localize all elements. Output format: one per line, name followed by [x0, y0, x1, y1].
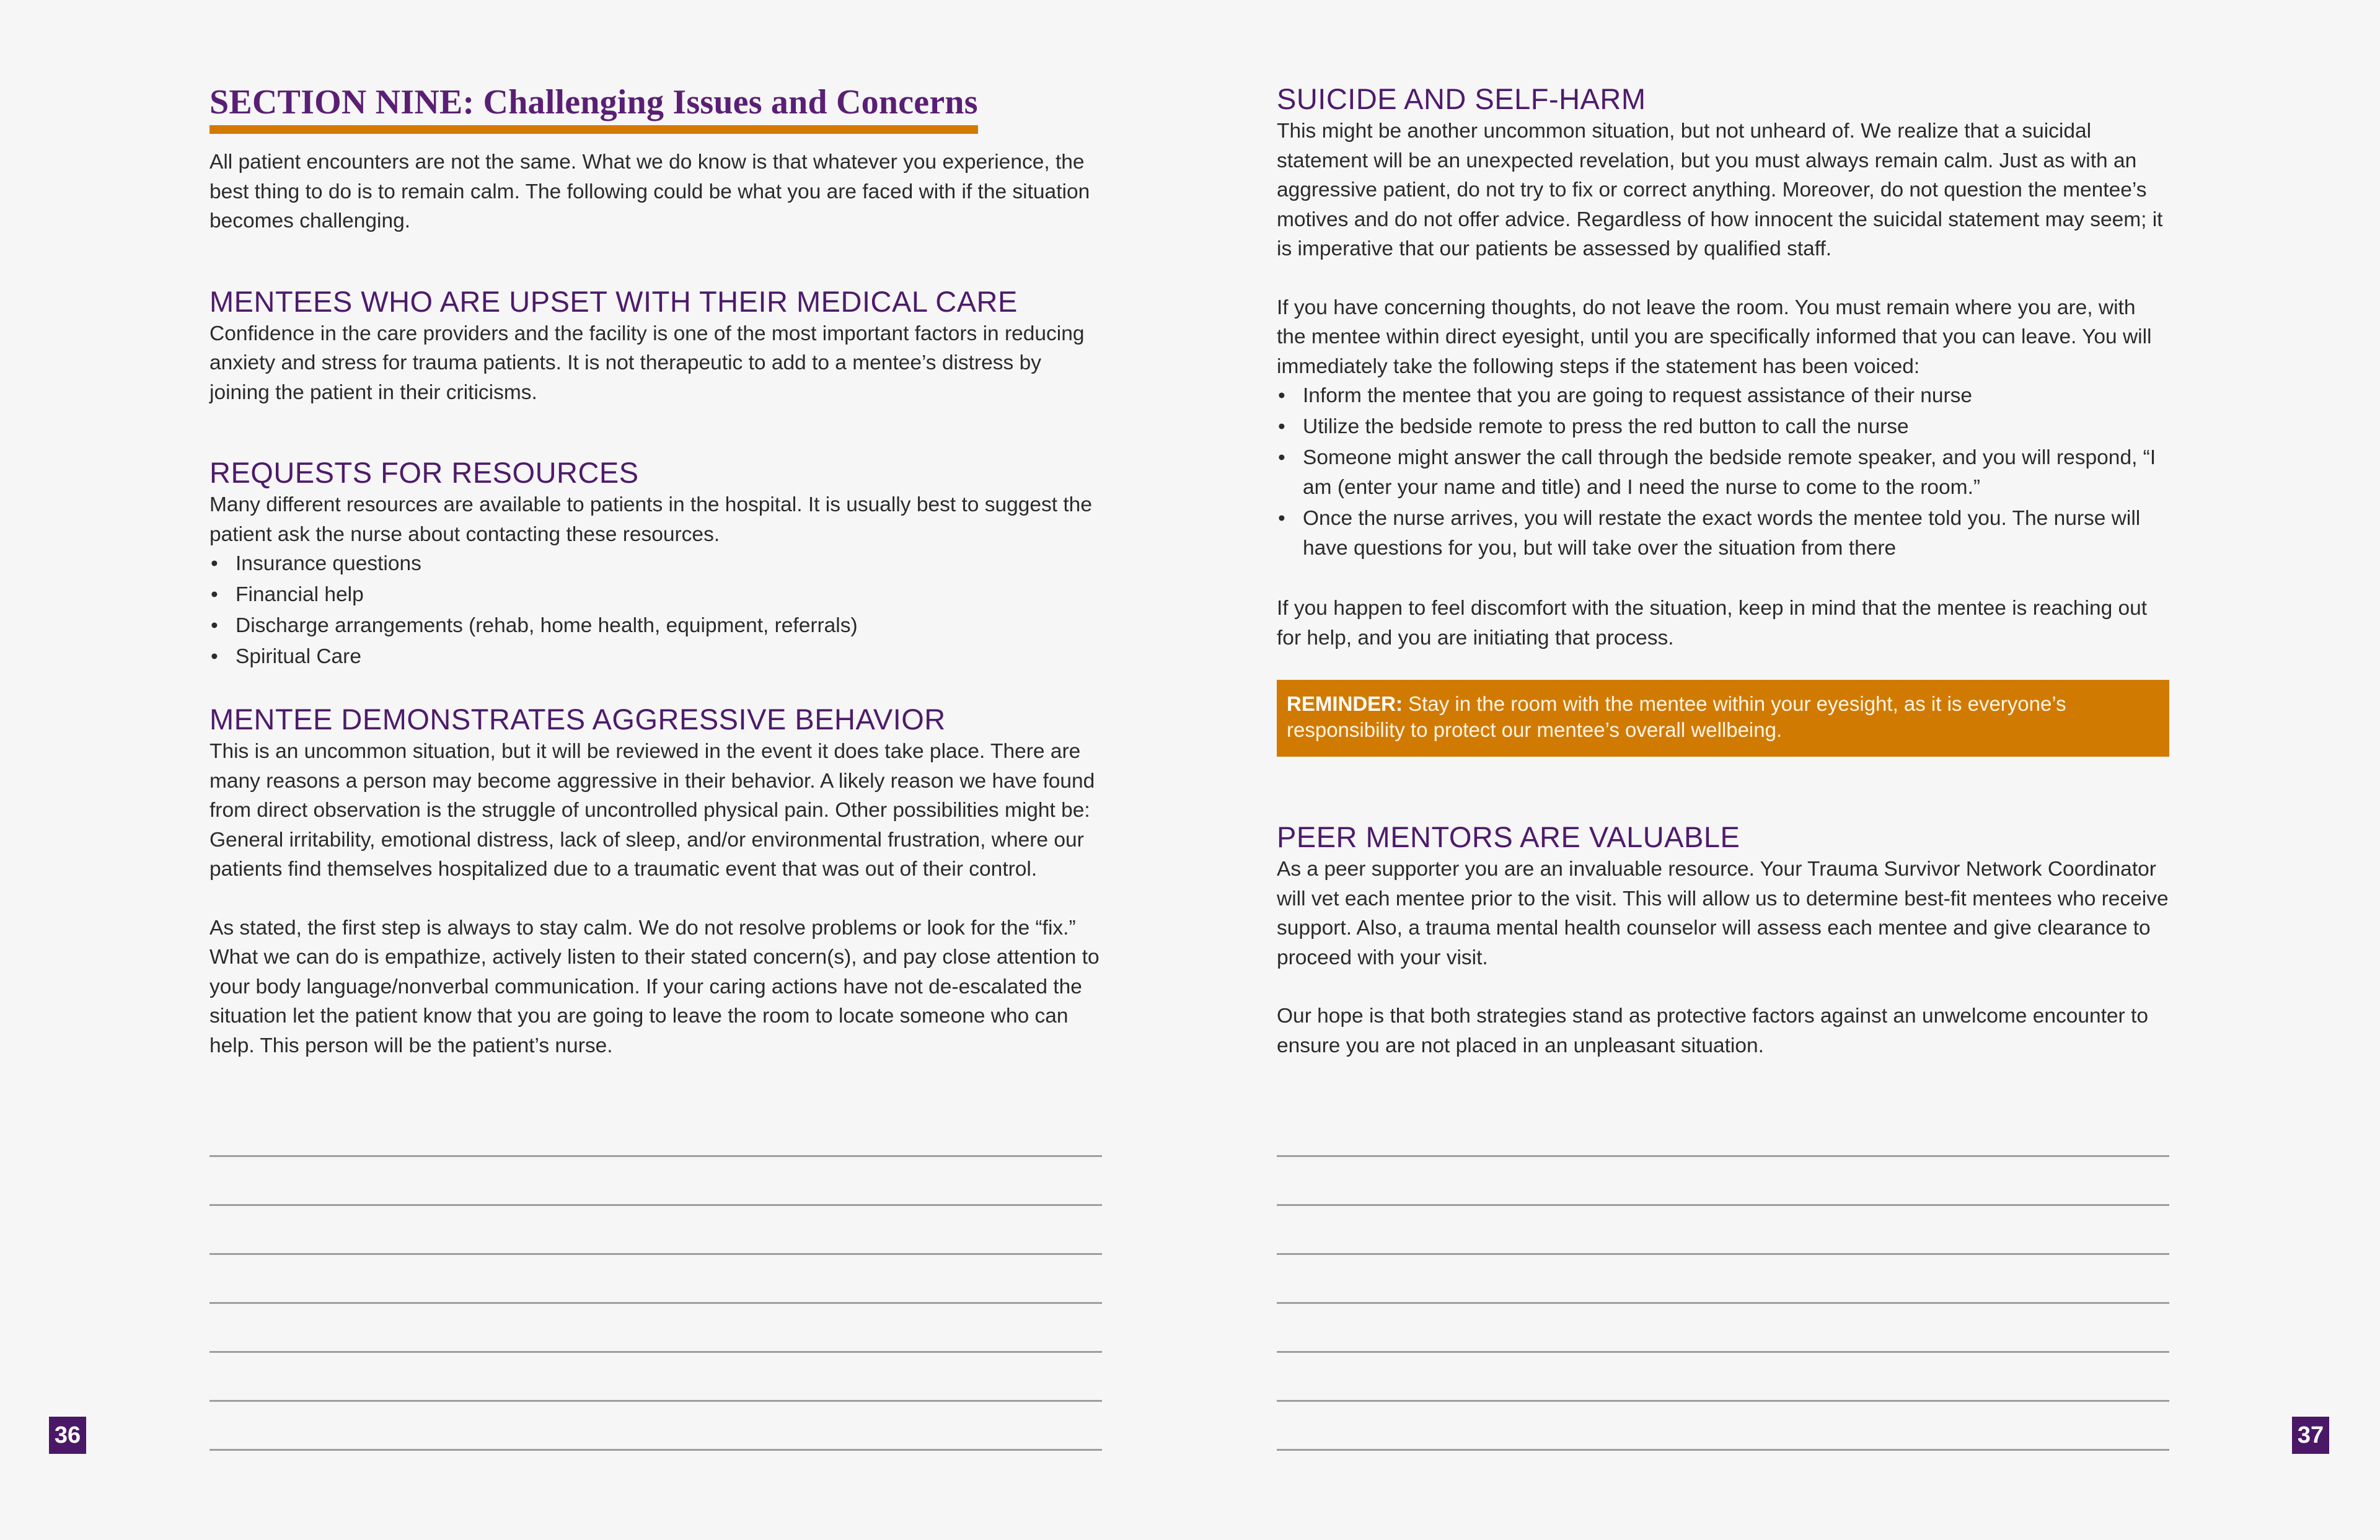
left-column [209, 82, 1102, 1060]
note-line [1277, 1304, 2169, 1353]
reminder-callout [1277, 680, 2169, 757]
resources-paragraph: Many different resources are available to patients in the hospital. It is usually best to suggest the patient ask the nurse about contacting these resources. [209, 493, 1092, 546]
bullet-icon: • [211, 583, 218, 606]
list-item: • Spiritual Care [209, 642, 1102, 672]
suicide-steps-list [1277, 381, 2169, 563]
note-line [1277, 1402, 2169, 1451]
note-line [1277, 1206, 2169, 1255]
note-line [1277, 1108, 2169, 1157]
note-line [209, 1402, 1102, 1451]
bullet-icon: • [211, 645, 218, 668]
bullet-icon: • [211, 614, 218, 637]
notes-lines [209, 1108, 1102, 1451]
bullet-icon: • [1278, 446, 1285, 469]
aggressive-paragraph-2: As stated, the first step is always to stay calm. We do not resolve problems or look for the “fix.” What we can do is empathize, actively listen to their stated concern(s), and pay close attention to your body language/nonverbal communication. If your caring actions have not de-escalated the situation let the patient know that you are going to leave the room to locate someone who can help. This person will be the patient’s nurse. [209, 916, 1100, 1057]
note-line [209, 1353, 1102, 1402]
bullet-icon: • [1278, 507, 1285, 530]
reminder-text: Stay in the room with the mentee within your eyesight, as it is everyone’s responsibility to protect our mentee’s overall wellbeing. [1287, 692, 2066, 741]
note-line [209, 1304, 1102, 1353]
resources-heading: REQUESTS FOR RESOURCES [209, 456, 639, 489]
aggressive-paragraph-1: This is an uncommon situation, but it will be reviewed in the event it does take place. There are many reasons a person may become aggressive in their behavior. A likely reason we have found from direct observation is the struggle of uncontrolled physical pain. Other possibilities might be: General irritability, emotional distress, lack of sleep, and/or environmental frustration, where our patients find themselves hospitalized due to a traumatic event that was out of their control. [209, 740, 1095, 881]
page-number: 37 [2292, 1417, 2329, 1454]
suicide-heading: SUICIDE AND SELF-HARM [1277, 82, 1646, 115]
notes-lines [1277, 1108, 2169, 1451]
upset-care-heading: MENTEES WHO ARE UPSET WITH THEIR MEDICAL CARE [209, 284, 1018, 318]
list-item: • Someone might answer the call through the bedside remote speaker, and you will respond, “I am (enter your name and title) and I need the nurse to come to the room.” [1277, 443, 2169, 503]
peer-paragraph-1: As a peer supporter you are an invaluable resource. Your Trauma Survivor Network Coordinator will vet each mentee prior to the visit. This will allow us to determine best-fit mentees who receive support. Also, a trauma mental health counselor will assess each mentee and give clearance to proceed with your visit. [1277, 858, 2169, 969]
note-line [1277, 1157, 2169, 1206]
list-item: • Financial help [209, 580, 1102, 610]
bullet-icon: • [211, 552, 218, 575]
bullet-icon: • [1278, 415, 1285, 438]
note-line [1277, 1255, 2169, 1304]
note-line [209, 1206, 1102, 1255]
upset-care-paragraph: Confidence in the care providers and the facility is one of the most important factors in reducing anxiety and stress for trauma patients. It is not therapeutic to add to a mentee’s distress by joining the patient in their criticisms. [209, 322, 1085, 404]
reminder-label: REMINDER: [1287, 692, 1403, 715]
list-item: • Once the nurse arrives, you will restate the exact words the mentee told you. The nurse will have questions for you, but will take over the situation from there [1277, 504, 2169, 563]
right-page [1190, 0, 2380, 1540]
intro-paragraph: All patient encounters are not the same. What we do know is that whatever you experience, the best thing to do is to remain calm. The following could be what you are faced with if the situation becomes challenging. [209, 151, 1090, 232]
peer-mentors-heading: PEER MENTORS ARE VALUABLE [1277, 821, 1740, 853]
peer-paragraph-2: Our hope is that both strategies stand as protective factors against an unwelcome encounter to ensure you are not placed in an unpleasant situation. [1277, 1005, 2148, 1057]
resources-list [209, 549, 1102, 672]
note-line [209, 1157, 1102, 1206]
aggressive-heading: MENTEE DEMONSTRATES AGGRESSIVE BEHAVIOR [209, 703, 946, 736]
list-item: • Insurance questions [209, 549, 1102, 579]
list-item: • Utilize the bedside remote to press the red button to call the nurse [1277, 412, 2169, 442]
list-item: • Inform the mentee that you are going to request assistance of their nurse [1277, 381, 2169, 411]
bullet-icon: • [1278, 384, 1285, 407]
section-title: SECTION NINE: Challenging Issues and Concerns [209, 82, 978, 134]
note-line [209, 1108, 1102, 1157]
note-line [209, 1255, 1102, 1304]
page-number: 36 [49, 1417, 86, 1454]
right-column [1277, 82, 2169, 1060]
suicide-paragraph-3: If you happen to feel discomfort with the situation, keep in mind that the mentee is reaching out for help, and you are initiating that process. [1277, 597, 2148, 649]
list-item: • Discharge arrangements (rehab, home health, equipment, referrals) [209, 611, 1102, 641]
suicide-paragraph-2: If you have concerning thoughts, do not leave the room. You must remain where you are, with the mentee within direct eyesight, until you are specifically informed that you can leave. You will immediately take the following steps if the statement has been voiced: [1277, 296, 2152, 378]
suicide-paragraph-1: This might be another uncommon situation, but not unheard of. We realize that a suicidal statement will be an unexpected revelation, but you must always remain calm. Just as with an aggressive patient, do not try to fix or correct anything. Moreover, do not question the mentee’s motives and do not offer advice. Regardless of how innocent the suicidal statement may seem; it is imperative that our patients be assessed by qualified staff. [1277, 120, 2163, 260]
note-line [1277, 1353, 2169, 1402]
